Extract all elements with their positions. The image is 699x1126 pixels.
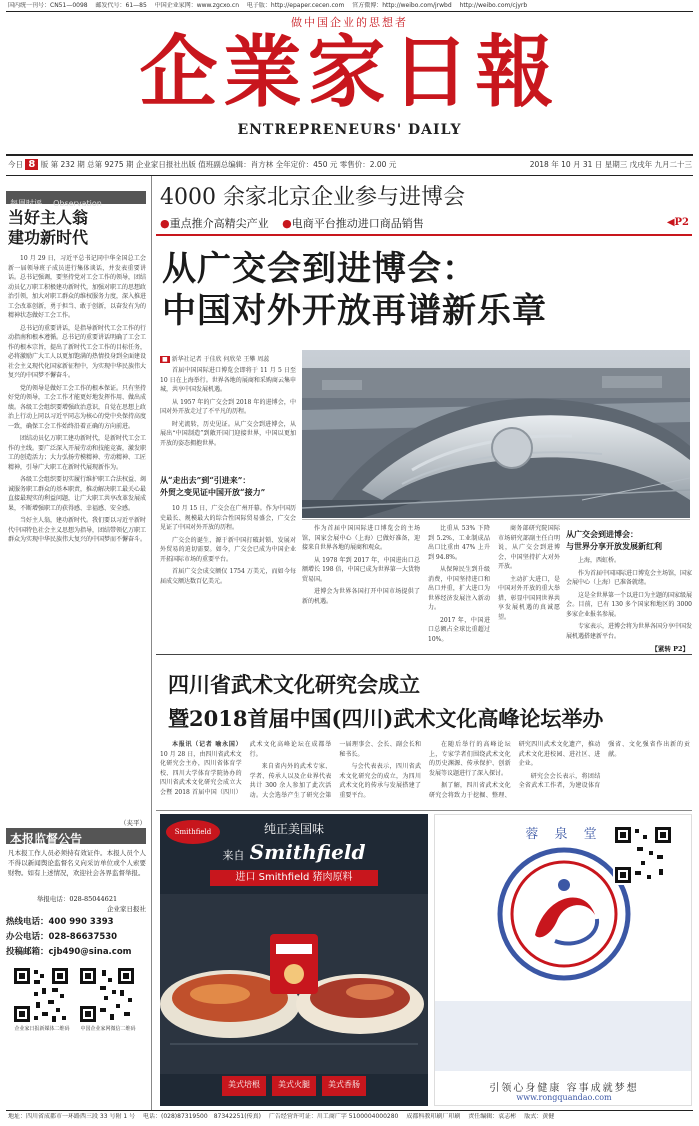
mail-address[interactable]: cjb490@sina.com — [48, 947, 132, 957]
second-headline-1[interactable]: 四川省武术文化研究会成立 — [168, 672, 420, 697]
price-year: 全年定价：450 元 — [275, 160, 338, 169]
main-col6 — [566, 556, 692, 642]
main-col4-paragraph: 2017 年，中国进口总额占全球比重超过 10%。 — [428, 616, 490, 643]
main-col4-paragraph: 从保障民生到升级消费，中国坚持进口和出口并重，扩大进口为世界经济发展注入新动力。 — [428, 566, 490, 611]
main-col4 — [428, 524, 490, 652]
main2-paragraph: 10 月 15 日，广交会在广州开幕。作为中国历史最长、规模最大的综合性国际贸易盛会，广交会见证了中国对外开放的历程。 — [160, 505, 296, 531]
issue-weekday: 星期三 — [604, 160, 628, 169]
qr-icon — [12, 966, 70, 1024]
lead-title[interactable]: 4000 余家北京企业参与进博会 — [160, 185, 465, 210]
qr-code-right[interactable] — [78, 966, 136, 1024]
rqd-url[interactable]: www.rongquandao.com — [516, 1093, 612, 1102]
lead-sub1: 重点推介高精尖产业 — [169, 217, 269, 230]
publisher: 企业家日报社出版 — [135, 160, 196, 169]
office-number: 028-86637530 — [48, 932, 118, 942]
notice-title: 本报监督公告 — [10, 832, 83, 846]
footer-license: 广告经营许可证：川工商广字 5100004000280 — [268, 1113, 399, 1120]
hotline-number: 400 990 3393 — [48, 917, 114, 927]
main-col5-paragraph: 商务部研究院国际市场研究部副主任白明说，从广交会到进博会，中国坚持扩大对外开放。 — [498, 525, 560, 570]
qr2-caption: 中国企业家网微信二维码 — [80, 1026, 136, 1032]
main-paragraph: 从 1957 年的广交会到 2018 年的进博会，中国对外开放走过了不平凡的历程。 — [160, 398, 296, 415]
second-paragraph: 据了解，四川省武术文化研究会将致力于挖掘、整理、研究四川武术文化遗产，推动武术文化进校园、进社区、进企业。 — [428, 741, 601, 799]
main-col3 — [302, 524, 420, 652]
issue-number: 第 232 期 — [50, 160, 85, 169]
rqd-qr[interactable] — [613, 825, 673, 885]
notice-phone-number: 028-85044621 — [69, 895, 118, 903]
notice-title-bar — [6, 828, 146, 844]
smithfield-tag: 进口 Smithfield 猪肉原料 — [210, 870, 378, 886]
page-count: 8 — [25, 159, 38, 170]
xinhua-badge: ■ — [162, 356, 168, 363]
main-col6-paragraph: 专家表示，进博会将为世界各国分享中国发展机遇搭建新平台。 — [566, 623, 692, 640]
top-info-line — [8, 2, 692, 10]
main-paragraph: 首届中国国际进口博览会即将于 11 月 5 日至 10 日在上海举行。世界各地的展商和采购商云集申城，共享中国发展机遇。 — [160, 367, 296, 393]
photo-rule — [302, 519, 690, 520]
column-author: （夹平） — [120, 819, 146, 827]
price-single: 零售价：2.00 元 — [339, 160, 397, 169]
rqd-ad[interactable] — [434, 814, 692, 1106]
masthead-english: ENTREPRENEURS' DAILY — [237, 122, 462, 138]
column-tag: 每周时评 — [10, 199, 42, 208]
second-rule — [156, 654, 692, 655]
issue-bar — [8, 158, 692, 172]
main-col6-paragraph: 作为首届中国国际进口博览会主场馆，国家会展中心（上海）已准备就绪。 — [566, 569, 692, 586]
lead-page-ref-text: P2 — [674, 217, 689, 228]
second-paragraph: 在随后举行的高峰论坛上，专家学者们围绕武术文化的历史渊源、传承保护、创新发展等议题进行了深入探讨。 — [428, 741, 511, 777]
main-col4-paragraph: 比重从 53% 下降到 5.2%，工业制成品出口比重由 47% 上升到 94.8%。 — [428, 525, 490, 561]
total-number: 总第 9275 期 — [87, 160, 134, 169]
footer-address: 地址：四川省成都市一环路西三段 33 号附 1 号 — [8, 1113, 136, 1120]
main-headline-1[interactable]: 从广交会到进博会： — [162, 249, 477, 289]
footer-layout: 版式：黄健 — [524, 1113, 555, 1120]
wechat-link[interactable]: http://weibo.com/cjyrb — [459, 2, 528, 9]
column-paragraph: 各级工会组织要切实履行维护职工合法权益、竭诚服务职工群众的基本职责，推动解决职工最关心最直接最现实的利益问题，让广大职工共享改革发展成果，不断增强职工的获得感、幸福感、安全感。 — [8, 476, 146, 512]
main-col6-paragraph: 上海，西虹桥。 — [578, 557, 621, 564]
second-paragraph: 本报讯（记者 喻永国）10 月 28 日，由四川省武术文化研究会主办，四川省体育学校、四川大学体育学院协办的四川省武术文化研究会成立大会暨 2018 首届中国（四川）武术文化高峰论坛在成都举行。 — [160, 741, 332, 796]
item-ham: 美式火腿 — [272, 1076, 316, 1096]
office-label: 办公电话： — [6, 932, 49, 942]
masthead-title: 企業家日報 — [139, 27, 560, 118]
weibo-link[interactable]: 官方微博：http://weibo.com/jrwbd — [352, 2, 452, 9]
main2-paragraph: 首届广交会成交额仅 1754 万美元，而如今每届成交额达数百亿美元。 — [160, 568, 296, 585]
rqd-band — [435, 1001, 692, 1071]
second-paragraph: 研究会会长表示，将团结全省武术工作者，为建设体育强省、文化强省作出新的贡献。 — [518, 741, 690, 789]
ad-rule — [156, 810, 692, 811]
duty-editor: 值班副总编辑：肖方林 — [198, 160, 274, 169]
notice-footer: 企业家日报社 — [107, 905, 146, 913]
slogan: 做中国企业的思想者 — [291, 16, 408, 29]
smithfield-items — [170, 1076, 418, 1096]
notice-phone-label: 举报电话： — [36, 895, 70, 903]
lead-rule — [156, 234, 692, 236]
epaper-link[interactable]: 电子版：http://epaper.cecen.com — [246, 2, 345, 9]
main-col5-paragraph: 主动扩大进口，是中国对外开放的重大举措，彰显中国同世界共享发展机遇的真诚愿望。 — [498, 575, 560, 621]
arrow-right-icon: ◀ — [666, 217, 675, 228]
post-code: 邮发代号：61—85 — [95, 2, 147, 9]
main-col3-paragraph: 进博会为世界各国打开中国市场提供了新的机遇。 — [302, 588, 420, 605]
main-col3-paragraph: 从 1978 年到 2017 年，中国进出口总额增长 198 倍，中国已成为世界第一大货物贸易国。 — [302, 556, 420, 583]
page-unit: 版 — [40, 160, 49, 169]
main-body2 — [160, 504, 296, 650]
footer — [8, 1113, 692, 1121]
smithfield-logo-text: Smithfield — [174, 828, 212, 836]
cn-serial: 国内统一刊号：CN51—0098 — [8, 2, 88, 9]
qr-icon — [78, 966, 136, 1024]
continue-tag[interactable]: 【紧转 P2】 — [651, 645, 689, 653]
main-byline — [160, 354, 296, 363]
main-byline-text: 新华社记者 于佳欣 何欣荣 王攀 周蕊 — [171, 356, 270, 363]
main-col3-paragraph: 作为首届中国国际进口博览会的主场馆，国家会展中心（上海）已做好准备，迎接来自世界各地的展商和观众。 — [302, 525, 420, 551]
hot-label: 热线电话： — [6, 917, 49, 927]
smithfield-brand: Smithfield — [249, 840, 366, 864]
item-bacon: 美式培根 — [222, 1076, 266, 1096]
main-paragraph: 时光流转，历史见证。从广交会到进博会，从展出“中国制造”到敞开国门迎接世界，中国以更加开放的姿态拥抱世界。 — [160, 420, 296, 447]
main-headline-2[interactable]: 中国对外开放再谱新乐章 — [162, 291, 547, 331]
second-byline-inline: 本报讯（记者 喻永国） — [172, 741, 242, 748]
vertical-divider — [151, 176, 152, 1110]
item-sausage: 美式香肠 — [322, 1076, 366, 1096]
smithfield-brand-line — [160, 840, 428, 864]
lead-subs: ●重点推介高精尖产业 ●电商平台推动进口商品销售 — [160, 217, 424, 230]
issue-today: 今日 — [8, 160, 23, 169]
site-link[interactable]: 中国企业家网：www.zgcxo.cn — [154, 2, 239, 9]
smithfield-ad[interactable] — [160, 814, 428, 1106]
lead-sub2: 电商平台推动进口商品销售 — [291, 217, 424, 230]
column-paragraph: 总书记的重要讲话，是指导新时代工会工作的行动指南和根本遵循。总书记的重要讲话明确了工会工作的根本宗旨，提出了新时代工会工作的目标任务，必将激励广大工人以更加饱满的热情投身到全面建设社会主义现代化国家新征程中，为实现中华民族伟大复兴的中国梦不懈奋斗。 — [8, 324, 146, 379]
rqd-slogan: 引领心身健康 容事成就梦想 — [489, 1083, 639, 1094]
hotline-box — [6, 915, 146, 961]
main-subtitle: 从“走出去”到“引进来”： 外贸之变见证中国开放“接力” — [160, 475, 266, 497]
footer-phone: 电话：(028)87319500 87342251(传真) — [143, 1113, 261, 1120]
column-paragraph: 当好主人翁，建功新时代。我们要以习近平新时代中国特色社会主义思想为指导，团结带领亿万职工群众为实现中华民族伟大复兴的中国梦而不懈奋斗。 — [8, 517, 146, 543]
notice-phone — [8, 894, 146, 903]
qr1-caption: 企业家日报新媒体二维码 — [14, 1026, 70, 1032]
mail-label: 投稿邮箱： — [6, 947, 49, 957]
column-paragraph: 党的领导是做好工会工作的根本保证。只有坚持好党的领导，工会工作才能更好地发挥作用、做出成绩。各级工会组织要增强政治意识，自觉在思想上政治上行动上同以习近平同志为核心的党中央保持高度一致，确保工会工作始终沿着正确的方向前进。 — [8, 384, 146, 430]
second-paragraph: 与会代表表示，四川省武术文化研究会的成立，为四川武术文化的传承与发展搭建了重要平台。 — [339, 763, 421, 799]
column-paragraph: 10 月 29 日，习近平总书记同中华全国总工会新一届领导班子成员进行集体谈话，并发表重要讲话。总书记强调，要坚持党对工会工作的领导，团结动员亿万职工积极建功新时代，加强对职工的思想政治引领，加大对职工群众的维权服务力度，深入推进工会改革创新，勇于担当、敢于创新，以奋发有为的精神状态做好工会工作。 — [8, 255, 146, 319]
issue-lunar: 戊戌年 九月二十三 — [629, 160, 692, 169]
column-tag-bar — [6, 191, 146, 208]
column-headline: 当好主人翁 建功新时代 — [8, 208, 89, 247]
footer-editor: 责任编辑：袁志彬 — [468, 1113, 517, 1120]
smithfield-from: 来自 — [222, 849, 245, 862]
smithfield-top: 纯正美国味 — [263, 822, 324, 836]
main2-paragraph: 广交会的诞生，源于新中国打破封锁、发展对外贸易的迫切需要。如今，广交会已成为中国企业开拓国际市场的重要平台。 — [160, 536, 296, 563]
lead-page-ref[interactable] — [667, 217, 689, 228]
column-tag-en: Observation — [53, 199, 102, 208]
main-subtitle2: 从广交会到进博会： 与世界分享开放发展新红利 — [566, 529, 662, 551]
second-paragraph: 来自省内外的武术专家、学者、传承人以及企业界代表共计 300 余人参加了此次活动。大会选举产生了研究会第一届理事会、会长、副会长和秘书长。 — [249, 741, 421, 799]
main-col6-paragraph: 这是全世界第一个以进口为主题的国家级展会。目前，已有 130 多个国家和地区的 3000 多家企业报名参展。 — [566, 591, 692, 618]
second-body — [160, 740, 690, 808]
qr-code-left[interactable] — [12, 966, 70, 1024]
qr-icon — [613, 825, 673, 885]
main-col5 — [498, 524, 560, 652]
column-body — [8, 254, 146, 820]
second-headline-2[interactable]: 暨2018首届中国(四川)武术文化高峰论坛举办 — [168, 706, 604, 731]
food-image — [160, 894, 428, 1074]
issue-date: 2018 年 10 月 31 日 — [529, 160, 603, 169]
footer-printer: 成都科教印刷厂印刷 — [406, 1113, 461, 1120]
notice-body: 凡本报工作人员必须持有效证件。本报人员个人不得以新闻舆论监督名义向采访单位或个人索要财物。如有上述情况，欢迎社会各界监督举报。 — [8, 849, 146, 877]
column-paragraph: 团结动员亿万职工建功新时代，是新时代工会工作的主线。要广泛深入开展劳动和技能竞赛，激发职工的创造活力；大力弘扬劳模精神、劳动精神、工匠精神，引导广大职工在新时代展现新作为。 — [8, 435, 146, 471]
rqd-top: 蓉 泉 堂 — [525, 827, 603, 842]
main-photo[interactable] — [302, 350, 690, 518]
convention-center-image — [302, 350, 690, 518]
main-body — [160, 366, 296, 470]
